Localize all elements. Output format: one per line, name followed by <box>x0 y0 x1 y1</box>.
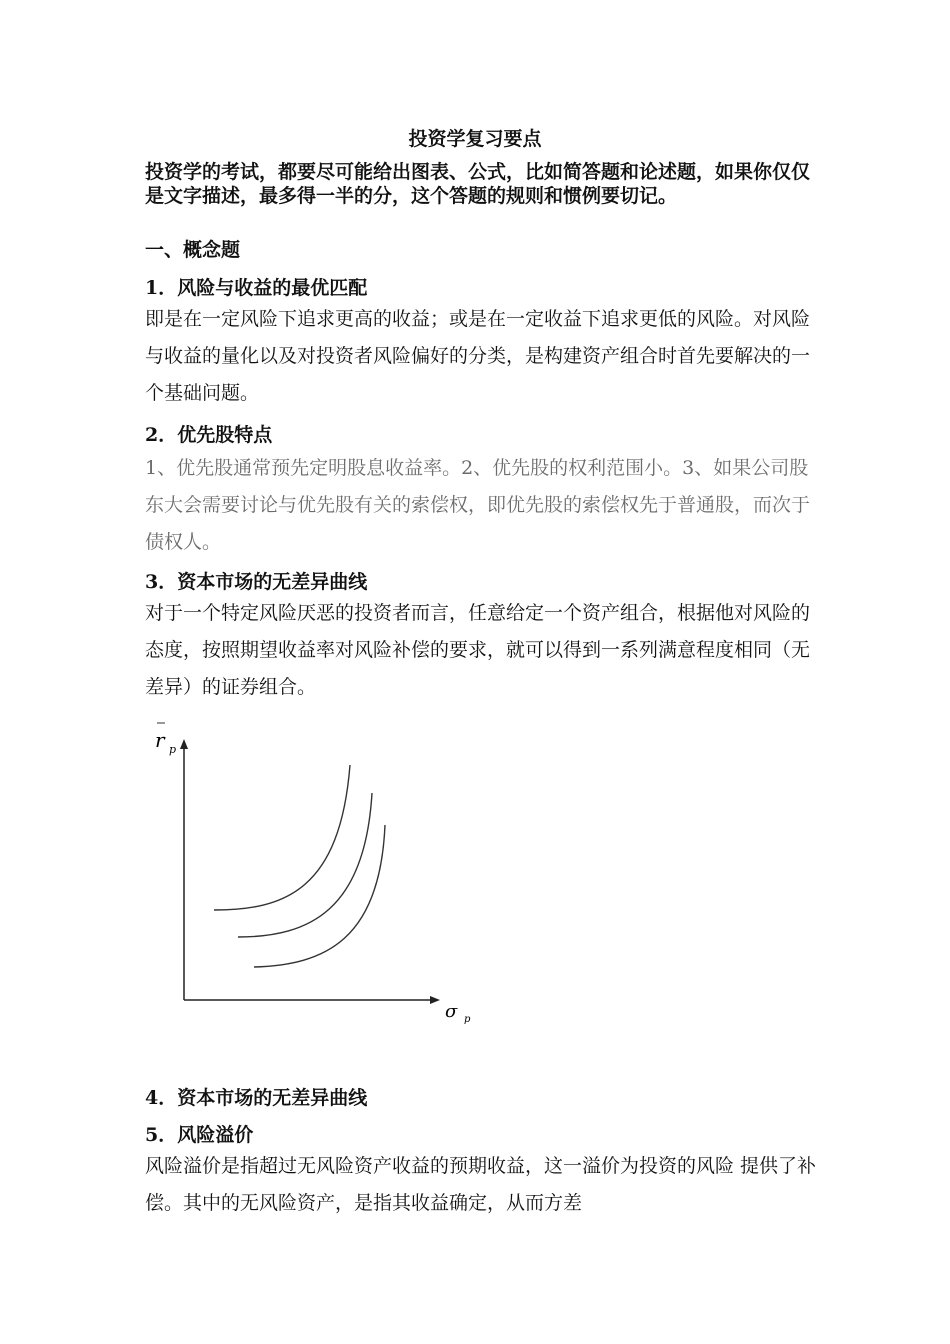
y-axis-arrow <box>180 739 188 749</box>
intro-paragraph: 投资学的考试，都要尽可能给出图表、公式，比如简答题和论述题，如果你仅仅是文字描述，最多得一半的分，这个答题的规则和惯例要切记。 <box>145 161 811 207</box>
y-axis-label: r <box>155 728 165 752</box>
document-title: 投资学复习要点 <box>408 128 542 150</box>
x-axis-arrow <box>430 996 440 1004</box>
item-3-heading: 3．资本市场的无差异曲线 <box>145 571 368 593</box>
item-4-heading: 4．资本市场的无差异曲线 <box>145 1087 368 1109</box>
item-1-heading: 1．风险与收益的最优匹配 <box>145 277 368 299</box>
x-axis-subscript: p <box>464 1014 471 1025</box>
x-axis-label: σ <box>445 1001 458 1022</box>
indifference-curve-1 <box>214 765 350 910</box>
item-2-heading: 2．优先股特点 <box>145 424 273 446</box>
item-2-body: 1、优先股通常预先定明股息收益率。2、优先股的权利范围小。3、如果公司股东大会需要讨论与优先股有关的索偿权，即优先股的索偿权先于普通股，而次于债权人。 <box>145 457 811 553</box>
item-5-heading: 5．风险溢价 <box>145 1124 254 1146</box>
item-5-body: 风险溢价是指超过无风险资产收益的预期收益，这一溢价为投资的风险 提供了补偿。其中的无风险资产，是指其收益确定，从而方差 <box>145 1155 817 1214</box>
indifference-curve-diagram <box>140 705 490 1035</box>
y-axis-subscript: p <box>169 743 177 756</box>
indifference-curve-2 <box>238 793 372 937</box>
section-heading: 一、概念题 <box>145 239 241 261</box>
item-1-body: 即是在一定风险下追求更高的收益；或是在一定收益下追求更低的风险。对风险与收益的量化以及对投资者风险偏好的分类，是构建资产组合时首先要解决的一个基础问题。 <box>145 308 811 404</box>
item-3-body: 对于一个特定风险厌恶的投资者而言，任意给定一个资产组合，根据他对风险的态度，按照期望收益率对风险补偿的要求，就可以得到一系列满意程度相同（无差异）的证券组合。 <box>145 602 811 698</box>
indifference-curve-3 <box>254 825 385 967</box>
